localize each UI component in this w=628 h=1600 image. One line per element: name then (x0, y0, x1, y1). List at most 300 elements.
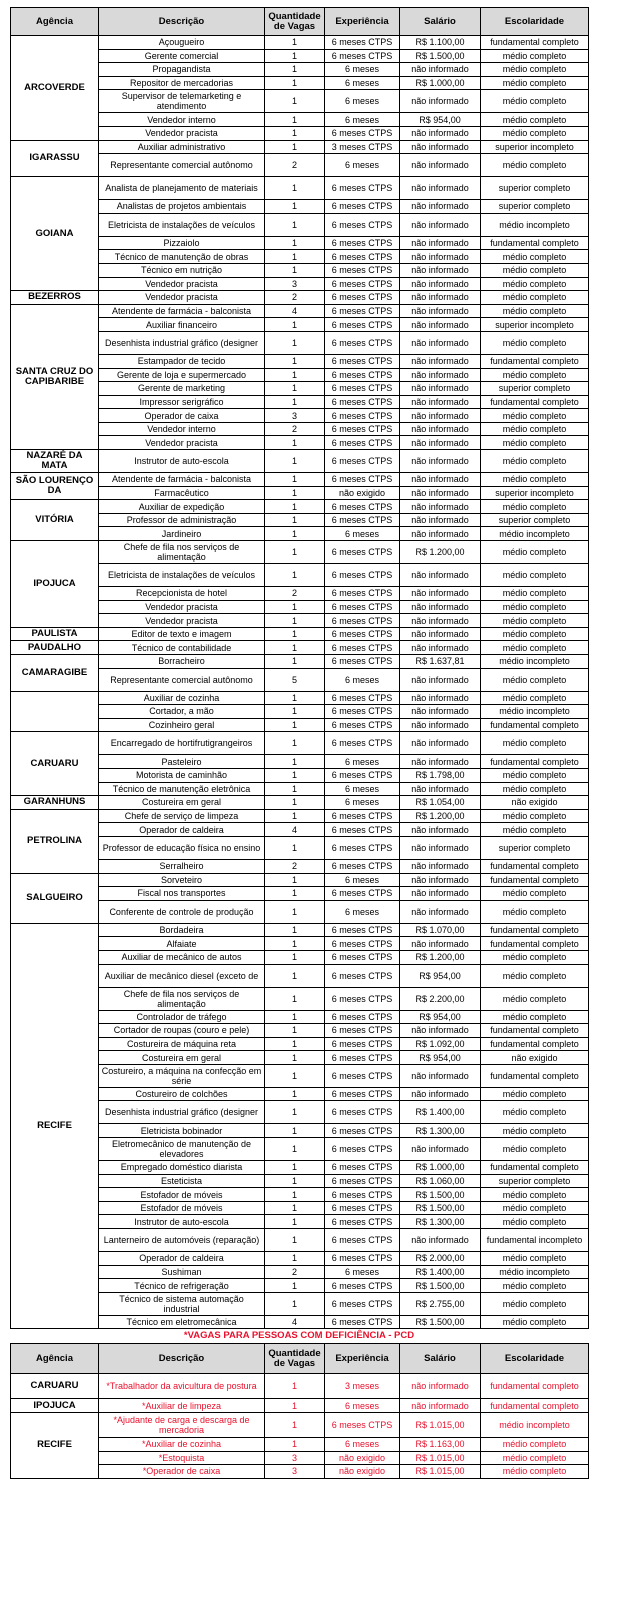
experiencia-cell: 6 meses CTPS (325, 1229, 400, 1252)
escolaridade-cell: médio incompleto (481, 655, 589, 669)
salario-cell: não informado (400, 368, 481, 382)
quantidade-cell: 1 (265, 1188, 325, 1202)
descricao-cell: Auxiliar de mecânico de autos (99, 950, 265, 964)
pcd-salario-cell: não informado (400, 1399, 481, 1413)
quantidade-cell: 1 (265, 718, 325, 732)
experiencia-cell: 6 meses CTPS (325, 1051, 400, 1065)
quantidade-cell: 1 (265, 500, 325, 514)
agency-cell: PETROLINA (11, 809, 99, 873)
pcd-quantidade-cell: 1 (265, 1413, 325, 1438)
pcd-salario-cell: R$ 1.015,00 (400, 1465, 481, 1479)
salario-cell: R$ 954,00 (400, 964, 481, 987)
quantidade-cell: 1 (265, 513, 325, 527)
table-row (11, 541, 589, 564)
experiencia-cell: 6 meses CTPS (325, 1215, 400, 1229)
descricao-cell: Vendedor pracista (99, 436, 265, 450)
descricao-cell: Borracheiro (99, 655, 265, 669)
descricao-cell: Vendedor pracista (99, 126, 265, 140)
experiencia-cell: 6 meses CTPS (325, 950, 400, 964)
experiencia-cell: 6 meses CTPS (325, 409, 400, 423)
table-row (11, 809, 589, 823)
quantidade-cell: 1 (265, 1024, 325, 1038)
escolaridade-cell: médio completo (481, 1315, 589, 1329)
agency-cell: NAZARÉ DA MATA (11, 450, 99, 473)
escolaridade-cell: médio completo (481, 732, 589, 755)
agency-cell: SALGUEIRO (11, 873, 99, 923)
experiencia-cell: 6 meses CTPS (325, 450, 400, 473)
salario-cell: não informado (400, 782, 481, 796)
descricao-cell: Operador de caldeira (99, 1252, 265, 1266)
experiencia-cell: 6 meses CTPS (325, 291, 400, 305)
agency-cell (11, 691, 99, 732)
descricao-cell: Repositor de mercadorias (99, 76, 265, 90)
experiencia-cell: 6 meses CTPS (325, 1010, 400, 1024)
escolaridade-cell: médio completo (481, 436, 589, 450)
escolaridade-cell: médio completo (481, 614, 589, 628)
quantidade-cell: 1 (265, 732, 325, 755)
quantidade-cell: 2 (265, 587, 325, 601)
pcd-salario-cell: R$ 1.015,00 (400, 1413, 481, 1438)
pcd-escolaridade-cell: fundamental completo (481, 1374, 589, 1399)
experiencia-cell: 6 meses CTPS (325, 318, 400, 332)
descricao-cell: Analistas de projetos ambientais (99, 200, 265, 214)
escolaridade-cell: fundamental completo (481, 354, 589, 368)
header-experiencia: Experiência (325, 8, 400, 36)
experiencia-cell: 6 meses CTPS (325, 600, 400, 614)
experiencia-cell: 6 meses CTPS (325, 823, 400, 837)
salario-cell: R$ 1.200,00 (400, 950, 481, 964)
escolaridade-cell: médio completo (481, 304, 589, 318)
salario-cell: R$ 1.300,00 (400, 1124, 481, 1138)
table-row (11, 627, 589, 641)
descricao-cell: Técnico de manutenção de obras (99, 250, 265, 264)
escolaridade-cell: fundamental completo (481, 36, 589, 50)
escolaridade-cell: médio completo (481, 1292, 589, 1315)
table-row (11, 304, 589, 318)
pcd-escolaridade-cell: médio incompleto (481, 1413, 589, 1438)
experiencia-cell: 6 meses CTPS (325, 937, 400, 951)
experiencia-cell: 6 meses CTPS (325, 422, 400, 436)
quantidade-cell: 1 (265, 1138, 325, 1161)
quantidade-cell: 1 (265, 1279, 325, 1293)
experiencia-cell: 6 meses CTPS (325, 1101, 400, 1124)
table-row (11, 873, 589, 887)
salario-cell: não informado (400, 873, 481, 887)
descricao-cell: Atendente de farmácia - balconista (99, 304, 265, 318)
escolaridade-cell: superior completo (481, 1174, 589, 1188)
quantidade-cell: 1 (265, 354, 325, 368)
pcd-escolaridade-cell: médio completo (481, 1465, 589, 1479)
descricao-cell: Chefe de serviço de limpeza (99, 809, 265, 823)
quantidade-cell: 1 (265, 564, 325, 587)
descricao-cell: Motorista de caminhão (99, 768, 265, 782)
pcd-experiencia-cell: não exigido (325, 1451, 400, 1465)
pcd-table-row (11, 1413, 589, 1438)
descricao-cell: Sorveteiro (99, 873, 265, 887)
descricao-cell: Pizzaiolo (99, 236, 265, 250)
descricao-cell: Atendente de farmácia - balconista (99, 473, 265, 487)
experiencia-cell: 6 meses CTPS (325, 263, 400, 277)
quantidade-cell: 5 (265, 668, 325, 691)
salario-cell: não informado (400, 473, 481, 487)
descricao-cell: Vendedor interno (99, 113, 265, 127)
salario-cell: não informado (400, 126, 481, 140)
descricao-cell: Chefe de fila nos serviços de alimentação (99, 541, 265, 564)
quantidade-cell: 1 (265, 964, 325, 987)
salario-cell: não informado (400, 1064, 481, 1087)
experiencia-cell: 6 meses (325, 1265, 400, 1279)
descricao-cell: Editor de texto e imagem (99, 627, 265, 641)
escolaridade-cell: médio incompleto (481, 1265, 589, 1279)
escolaridade-cell: médio completo (481, 1087, 589, 1101)
salario-cell: R$ 1.092,00 (400, 1037, 481, 1051)
pcd-descricao-cell: *Operador de caixa (99, 1465, 265, 1479)
pcd-table-row (11, 1399, 589, 1413)
pcd-descricao-cell: *Estoquista (99, 1451, 265, 1465)
salario-cell: R$ 1.070,00 (400, 923, 481, 937)
descricao-cell: Professor de administração (99, 513, 265, 527)
quantidade-cell: 1 (265, 263, 325, 277)
table-row (11, 641, 589, 655)
salario-cell: não informado (400, 213, 481, 236)
experiencia-cell: 6 meses CTPS (325, 1292, 400, 1315)
descricao-cell: Desenhista industrial gráfico (designer (99, 331, 265, 354)
experiencia-cell: 6 meses CTPS (325, 250, 400, 264)
pcd-salario-cell: R$ 1.163,00 (400, 1438, 481, 1452)
experiencia-cell: 6 meses (325, 527, 400, 541)
quantidade-cell: 1 (265, 382, 325, 396)
escolaridade-cell: médio completo (481, 263, 589, 277)
experiencia-cell: 6 meses CTPS (325, 768, 400, 782)
escolaridade-cell: médio incompleto (481, 705, 589, 719)
salario-cell: não informado (400, 291, 481, 305)
experiencia-cell: 6 meses CTPS (325, 541, 400, 564)
salario-cell: não informado (400, 587, 481, 601)
descricao-cell: Controlador de tráfego (99, 1010, 265, 1024)
quantidade-cell: 1 (265, 236, 325, 250)
escolaridade-cell: médio completo (481, 809, 589, 823)
escolaridade-cell: médio completo (481, 409, 589, 423)
quantidade-cell: 1 (265, 950, 325, 964)
descricao-cell: Técnico em eletromecânica (99, 1315, 265, 1329)
quantidade-cell: 1 (265, 331, 325, 354)
pcd-agency-cell: CARUARU (11, 1374, 99, 1399)
agency-cell: CARUARU (11, 732, 99, 796)
experiencia-cell: 6 meses CTPS (325, 200, 400, 214)
experiencia-cell: 6 meses CTPS (325, 691, 400, 705)
escolaridade-cell: médio completo (481, 1188, 589, 1202)
quantidade-cell: 1 (265, 49, 325, 63)
table-row (11, 500, 589, 514)
quantidade-cell: 1 (265, 937, 325, 951)
quantidade-cell: 1 (265, 1101, 325, 1124)
salario-cell: não informado (400, 354, 481, 368)
experiencia-cell: 6 meses CTPS (325, 277, 400, 291)
salario-cell: R$ 954,00 (400, 113, 481, 127)
quantidade-cell: 1 (265, 436, 325, 450)
experiencia-cell: 6 meses CTPS (325, 809, 400, 823)
quantidade-cell: 1 (265, 1037, 325, 1051)
salario-cell: não informado (400, 859, 481, 873)
experiencia-cell: 6 meses (325, 782, 400, 796)
salario-cell: não informado (400, 90, 481, 113)
agency-cell: ARCOVERDE (11, 36, 99, 141)
escolaridade-cell: médio completo (481, 668, 589, 691)
quantidade-cell: 1 (265, 368, 325, 382)
escolaridade-cell: não exigido (481, 796, 589, 810)
salario-cell: não informado (400, 823, 481, 837)
escolaridade-cell: médio completo (481, 900, 589, 923)
salario-cell: não informado (400, 250, 481, 264)
salario-cell: não informado (400, 154, 481, 177)
table-row (11, 291, 589, 305)
salario-cell: não informado (400, 691, 481, 705)
agency-cell: GOIANA (11, 177, 99, 291)
salario-cell: não informado (400, 63, 481, 77)
quantidade-cell: 1 (265, 900, 325, 923)
experiencia-cell: 6 meses (325, 113, 400, 127)
quantidade-cell: 1 (265, 1161, 325, 1175)
descricao-cell: Desenhista industrial gráfico (designer (99, 1101, 265, 1124)
descricao-cell: Costureira em geral (99, 1051, 265, 1065)
descricao-cell: Gerente de marketing (99, 382, 265, 396)
escolaridade-cell: médio completo (481, 641, 589, 655)
salario-cell: não informado (400, 500, 481, 514)
escolaridade-cell: fundamental completo (481, 1161, 589, 1175)
quantidade-cell: 1 (265, 1087, 325, 1101)
agency-cell: GARANHUNS (11, 796, 99, 810)
experiencia-cell: 6 meses CTPS (325, 1124, 400, 1138)
escolaridade-cell: médio completo (481, 63, 589, 77)
escolaridade-cell: médio completo (481, 1201, 589, 1215)
pcd-descricao-cell: *Ajudante de carga e descarga de mercadoria (99, 1413, 265, 1438)
experiencia-cell: 6 meses CTPS (325, 836, 400, 859)
descricao-cell: Operador de caldeira (99, 823, 265, 837)
pcd-header-experiencia: Experiência (325, 1344, 400, 1374)
agency-cell: SANTA CRUZ DO CAPIBARIBE (11, 304, 99, 449)
escolaridade-cell: médio completo (481, 422, 589, 436)
pcd-quantidade-cell: 1 (265, 1438, 325, 1452)
quantidade-cell: 1 (265, 76, 325, 90)
experiencia-cell: 6 meses CTPS (325, 923, 400, 937)
header-salario: Salário (400, 8, 481, 36)
experiencia-cell: 6 meses CTPS (325, 718, 400, 732)
quantidade-cell: 1 (265, 200, 325, 214)
salario-cell: não informado (400, 614, 481, 628)
escolaridade-cell: médio completo (481, 331, 589, 354)
descricao-cell: Recepcionista de hotel (99, 587, 265, 601)
pcd-escolaridade-cell: médio completo (481, 1438, 589, 1452)
experiencia-cell: 6 meses CTPS (325, 382, 400, 396)
experiencia-cell: 6 meses CTPS (325, 1315, 400, 1329)
quantidade-cell: 1 (265, 126, 325, 140)
agency-cell: BEZERROS (11, 291, 99, 305)
experiencia-cell: 6 meses CTPS (325, 732, 400, 755)
table-header-row (11, 8, 589, 36)
escolaridade-cell: médio incompleto (481, 213, 589, 236)
pcd-quantidade-cell: 1 (265, 1399, 325, 1413)
escolaridade-cell: médio incompleto (481, 527, 589, 541)
salario-cell: R$ 1.500,00 (400, 1315, 481, 1329)
salario-cell: não informado (400, 422, 481, 436)
descricao-cell: Esteticista (99, 1174, 265, 1188)
escolaridade-cell: médio completo (481, 823, 589, 837)
pcd-salario-cell: não informado (400, 1374, 481, 1399)
descricao-cell: Serralheiro (99, 859, 265, 873)
quantidade-cell: 1 (265, 1252, 325, 1266)
experiencia-cell: 6 meses CTPS (325, 1201, 400, 1215)
salario-cell: não informado (400, 668, 481, 691)
salario-cell: não informado (400, 331, 481, 354)
header-escolaridade: Escolaridade (481, 8, 589, 36)
descricao-cell: Lanterneiro de automóveis (reparação) (99, 1229, 265, 1252)
salario-cell: não informado (400, 705, 481, 719)
quantidade-cell: 4 (265, 1315, 325, 1329)
salario-cell: R$ 1.000,00 (400, 76, 481, 90)
header-quantidade: Quantidade de Vagas (265, 8, 325, 36)
salario-cell: R$ 1.054,00 (400, 796, 481, 810)
experiencia-cell: 6 meses CTPS (325, 964, 400, 987)
salario-cell: não informado (400, 937, 481, 951)
salario-cell: não informado (400, 236, 481, 250)
salario-cell: não informado (400, 486, 481, 500)
descricao-cell: Auxiliar administrativo (99, 140, 265, 154)
descricao-cell: Eletromecânico de manutenção de elevadores (99, 1138, 265, 1161)
escolaridade-cell: superior incompleto (481, 486, 589, 500)
descricao-cell: Auxiliar de mecânico diesel (exceto de (99, 964, 265, 987)
salario-cell: R$ 1.000,00 (400, 1161, 481, 1175)
salario-cell: não informado (400, 836, 481, 859)
salario-cell: R$ 2.755,00 (400, 1292, 481, 1315)
escolaridade-cell: médio completo (481, 76, 589, 90)
experiencia-cell: 6 meses CTPS (325, 1037, 400, 1051)
descricao-cell: Bordadeira (99, 923, 265, 937)
descricao-cell: Cortador, a mão (99, 705, 265, 719)
experiencia-cell: 6 meses CTPS (325, 859, 400, 873)
descricao-cell: Eletricista bobinador (99, 1124, 265, 1138)
quantidade-cell: 1 (265, 1215, 325, 1229)
descricao-cell: Gerente comercial (99, 49, 265, 63)
escolaridade-cell: não exigido (481, 1051, 589, 1065)
quantidade-cell: 1 (265, 1064, 325, 1087)
table-row (11, 923, 589, 937)
salario-cell: não informado (400, 277, 481, 291)
escolaridade-cell: médio completo (481, 473, 589, 487)
experiencia-cell: 6 meses CTPS (325, 1087, 400, 1101)
descricao-cell: Pasteleiro (99, 755, 265, 769)
quantidade-cell: 1 (265, 1292, 325, 1315)
escolaridade-cell: superior completo (481, 382, 589, 396)
quantidade-cell: 1 (265, 213, 325, 236)
agency-cell: CAMARAGIBE (11, 655, 99, 692)
descricao-cell: Impressor serigráfico (99, 395, 265, 409)
header-agencia: Agência (11, 8, 99, 36)
quantidade-cell: 1 (265, 755, 325, 769)
escolaridade-cell: superior completo (481, 513, 589, 527)
quantidade-cell: 1 (265, 113, 325, 127)
pcd-section-title: *VAGAS PARA PESSOAS COM DEFICIÊNCIA - PCD (183, 1330, 415, 1342)
descricao-cell: Auxiliar de expedição (99, 500, 265, 514)
descricao-cell: Estofador de móveis (99, 1188, 265, 1202)
salario-cell: não informado (400, 382, 481, 396)
escolaridade-cell: fundamental completo (481, 1037, 589, 1051)
salario-cell: R$ 954,00 (400, 1051, 481, 1065)
table-row (11, 450, 589, 473)
escolaridade-cell: médio completo (481, 154, 589, 177)
descricao-cell: Operador de caixa (99, 409, 265, 423)
experiencia-cell: 6 meses CTPS (325, 614, 400, 628)
experiencia-cell: 6 meses (325, 154, 400, 177)
descricao-cell: Chefe de fila nos serviços de alimentação (99, 987, 265, 1010)
salario-cell: não informado (400, 200, 481, 214)
quantidade-cell: 1 (265, 987, 325, 1010)
escolaridade-cell: médio completo (481, 450, 589, 473)
quantidade-cell: 1 (265, 627, 325, 641)
experiencia-cell: 6 meses CTPS (325, 213, 400, 236)
quantidade-cell: 1 (265, 705, 325, 719)
salario-cell: R$ 1.637,81 (400, 655, 481, 669)
pcd-header-quantidade: Quantidade de Vagas (265, 1344, 325, 1374)
escolaridade-cell: superior completo (481, 200, 589, 214)
escolaridade-cell: fundamental completo (481, 236, 589, 250)
escolaridade-cell: fundamental completo (481, 923, 589, 937)
experiencia-cell: 6 meses CTPS (325, 1188, 400, 1202)
descricao-cell: Alfaiate (99, 937, 265, 951)
quantidade-cell: 3 (265, 409, 325, 423)
salario-cell: não informado (400, 1087, 481, 1101)
salario-cell: R$ 1.500,00 (400, 49, 481, 63)
experiencia-cell: 6 meses CTPS (325, 1138, 400, 1161)
pcd-header-escolaridade: Escolaridade (481, 1344, 589, 1374)
salario-cell: não informado (400, 409, 481, 423)
quantidade-cell: 1 (265, 473, 325, 487)
salario-cell: não informado (400, 718, 481, 732)
quantidade-cell: 1 (265, 486, 325, 500)
descricao-cell: Vendedor interno (99, 422, 265, 436)
descricao-cell: Estofador de móveis (99, 1201, 265, 1215)
pcd-header-row (11, 1344, 589, 1374)
salario-cell: não informado (400, 732, 481, 755)
escolaridade-cell: fundamental completo (481, 1024, 589, 1038)
experiencia-cell: 6 meses CTPS (325, 1161, 400, 1175)
table-row (11, 177, 589, 200)
quantidade-cell: 1 (265, 1201, 325, 1215)
descricao-cell: Conferente de controle de produção (99, 900, 265, 923)
descricao-cell: Costureiro, a máquina na confecção em série (99, 1064, 265, 1087)
escolaridade-cell: médio completo (481, 1101, 589, 1124)
escolaridade-cell: fundamental completo (481, 937, 589, 951)
descricao-cell: Vendedor pracista (99, 277, 265, 291)
quantidade-cell: 1 (265, 1124, 325, 1138)
table-row (11, 691, 589, 705)
table-row (11, 796, 589, 810)
descricao-cell: Professor de educação física no ensino (99, 836, 265, 859)
descricao-cell: Gerente de loja e supermercado (99, 368, 265, 382)
pcd-experiencia-cell: 6 meses (325, 1399, 400, 1413)
pcd-quantidade-cell: 1 (265, 1374, 325, 1399)
pcd-experiencia-cell: 6 meses CTPS (325, 1413, 400, 1438)
table-row (11, 36, 589, 50)
quantidade-cell: 1 (265, 318, 325, 332)
descricao-cell: Auxiliar financeiro (99, 318, 265, 332)
quantidade-cell: 1 (265, 1010, 325, 1024)
experiencia-cell: 6 meses CTPS (325, 1252, 400, 1266)
experiencia-cell: 6 meses (325, 873, 400, 887)
quantidade-cell: 1 (265, 36, 325, 50)
quantidade-cell: 1 (265, 140, 325, 154)
header-descricao: Descrição (99, 8, 265, 36)
descricao-cell: Farmacêutico (99, 486, 265, 500)
